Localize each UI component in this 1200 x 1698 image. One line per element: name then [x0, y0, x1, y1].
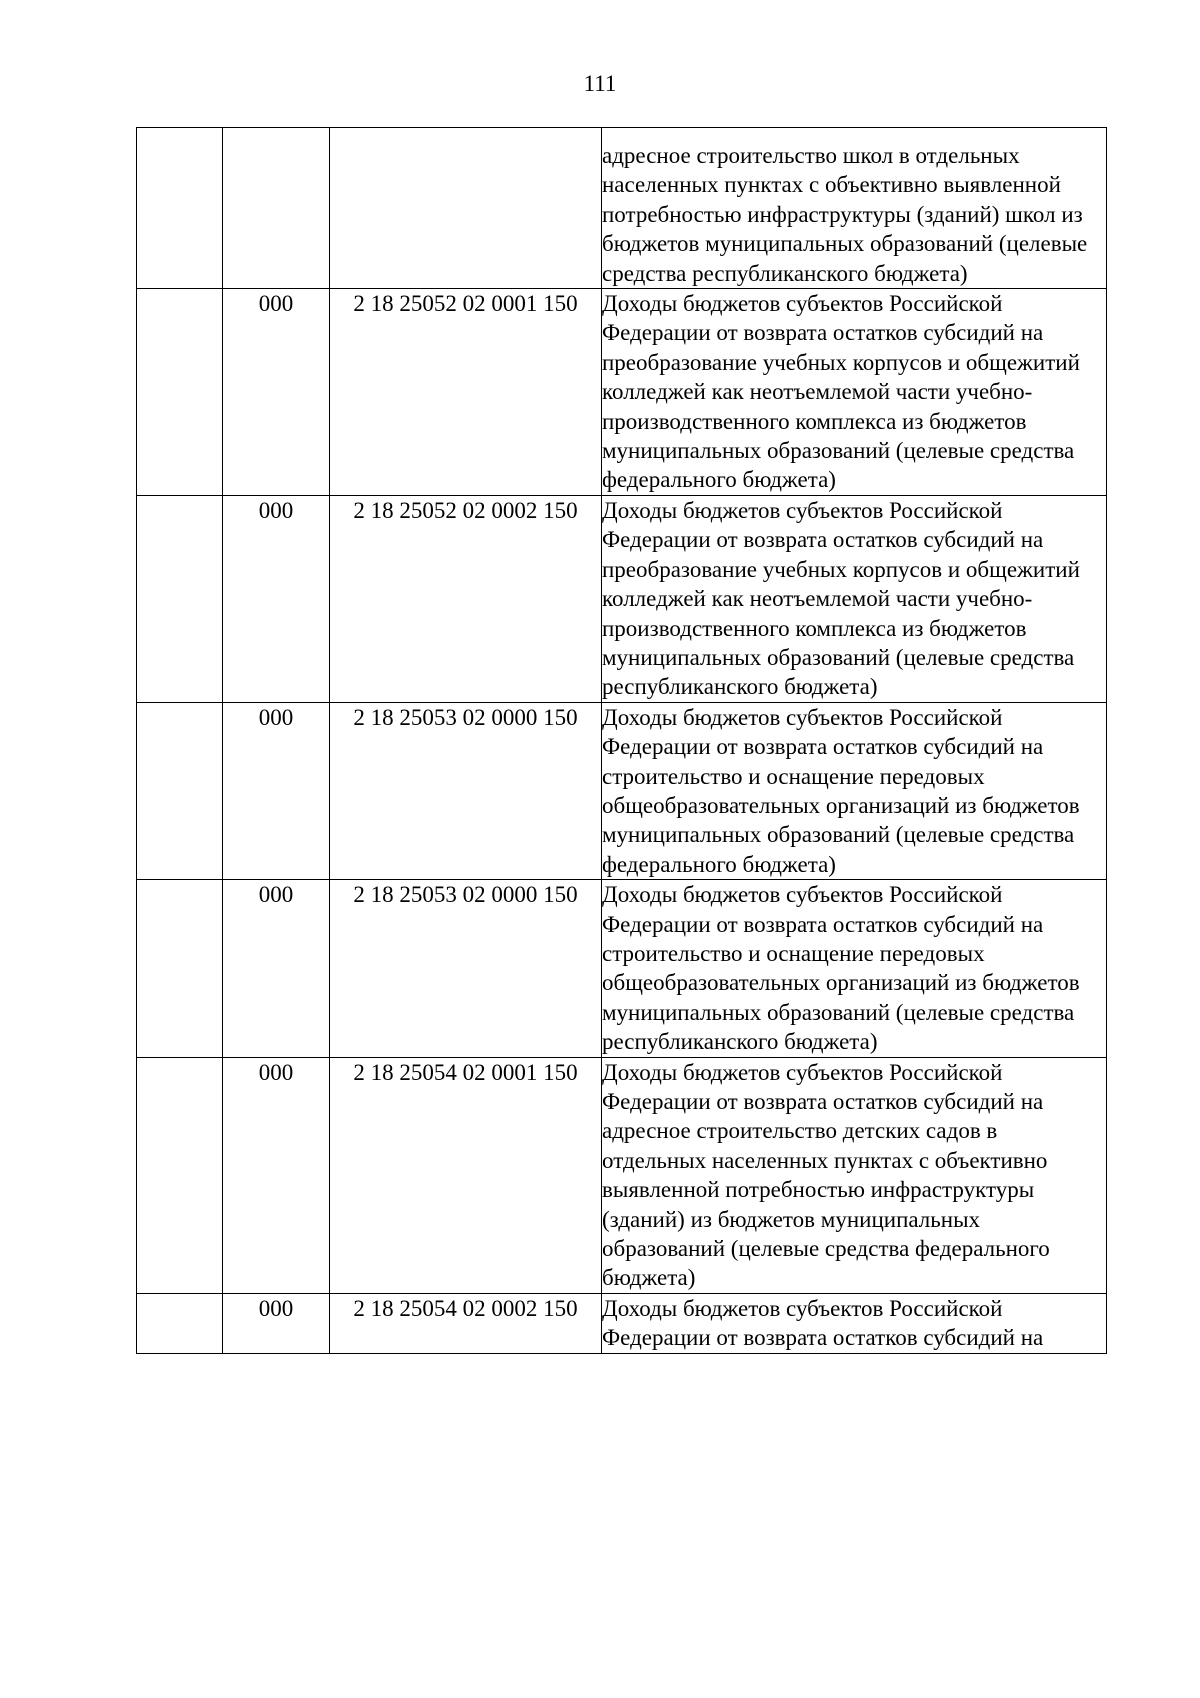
admin-code-cell: 000 — [223, 1057, 330, 1293]
kbk-code-cell: 2 18 25052 02 0002 150 — [330, 495, 602, 702]
kbk-code-cell: 2 18 25054 02 0001 150 — [330, 1057, 602, 1293]
description-cell: адресное строительство школ в отдельных населенных пунктах с объективно выявленной потребностью инфраструктуры (зданий) школ из бюджетов муниципальных образований (целевые средства республиканского бюджета) — [602, 128, 1107, 289]
table-cell-empty — [137, 495, 223, 702]
admin-code-cell: 000 — [223, 880, 330, 1057]
table-row — [137, 1057, 1107, 1293]
page-number: 111 — [583, 71, 617, 96]
table-row — [137, 495, 1107, 702]
table-row — [137, 128, 1107, 289]
kbk-code-cell — [330, 128, 602, 289]
table-cell-empty — [137, 128, 223, 289]
admin-code-cell: 000 — [223, 289, 330, 496]
kbk-code-cell: 2 18 25053 02 0000 150 — [330, 702, 602, 879]
admin-code-cell: 000 — [223, 1293, 330, 1353]
table-cell-empty — [137, 880, 223, 1057]
table-row — [137, 702, 1107, 879]
table-row — [137, 1293, 1107, 1353]
admin-code-cell — [223, 128, 330, 289]
table-cell-empty — [137, 1057, 223, 1293]
description-cell: Доходы бюджетов субъектов Российской Федерации от возврата остатков субсидий на адресное строительство детских садов в отдельных населенных пунктах с объективно выявленной потребностью инфраструктуры (зданий) из бюджетов муниципальных образований (целевые средства федерального бюджета) — [602, 1057, 1107, 1293]
description-cell: Доходы бюджетов субъектов Российской Федерации от возврата остатков субсидий на строительство и оснащение передовых общеобразовательных организаций из бюджетов муниципальных образований (целевые средства федерального бюджета) — [602, 702, 1107, 879]
table-row — [137, 289, 1107, 496]
admin-code-cell: 000 — [223, 702, 330, 879]
budget-revenue-table — [136, 127, 1107, 1354]
table-cell-empty — [137, 1293, 223, 1353]
kbk-code-cell: 2 18 25052 02 0001 150 — [330, 289, 602, 496]
description-cell: Доходы бюджетов субъектов Российской Федерации от возврата остатков субсидий на преобразование учебных корпусов и общежитий колледжей как неотъемлемой части учебно-производственного комплекса из бюджетов муниципальных образований (целевые средства республиканского бюджета) — [602, 495, 1107, 702]
description-cell: Доходы бюджетов субъектов Российской Федерации от возврата остатков субсидий на — [602, 1293, 1107, 1353]
kbk-code-cell: 2 18 25053 02 0000 150 — [330, 880, 602, 1057]
admin-code-cell: 000 — [223, 495, 330, 702]
description-cell: Доходы бюджетов субъектов Российской Федерации от возврата остатков субсидий на строительство и оснащение передовых общеобразовательных организаций из бюджетов муниципальных образований (целевые средства республиканского бюджета) — [602, 880, 1107, 1057]
kbk-code-cell: 2 18 25054 02 0002 150 — [330, 1293, 602, 1353]
table-cell-empty — [137, 702, 223, 879]
table-cell-empty — [137, 289, 223, 496]
description-cell: Доходы бюджетов субъектов Российской Федерации от возврата остатков субсидий на преобразование учебных корпусов и общежитий колледжей как неотъемлемой части учебно-производственного комплекса из бюджетов муниципальных образований (целевые средства федерального бюджета) — [602, 289, 1107, 496]
table-row — [137, 880, 1107, 1057]
